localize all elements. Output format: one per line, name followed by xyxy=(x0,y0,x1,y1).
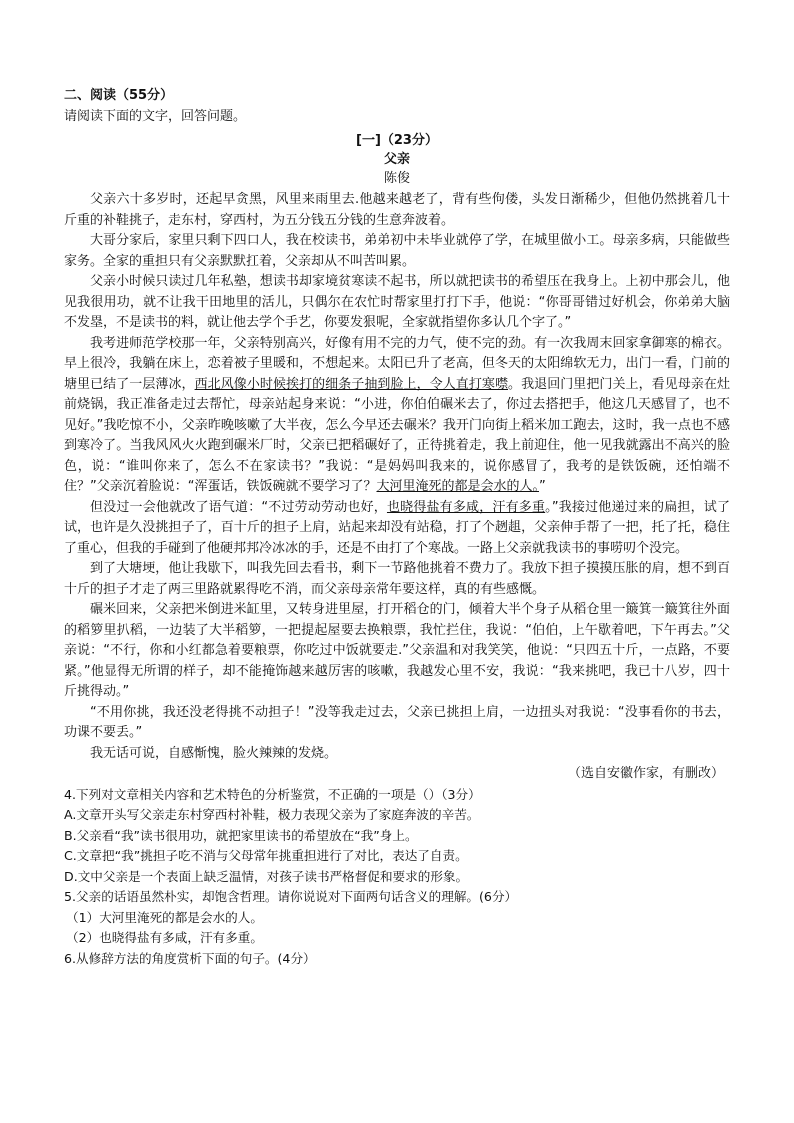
paragraph-5-part-a: 但没过一会他就改了语气道：“不过劳动劳动也好， xyxy=(90,499,387,515)
question-6: 6.从修辞方法的角度赏析下面的句子。(4分） xyxy=(64,950,316,966)
question-4: 4.下列对文章相关内容和艺术特色的分析鉴赏，不正确的一项是（）（3分） xyxy=(64,786,481,802)
paragraph-1: 父亲六十多岁时，还起早贪黑，风里来雨里去.他越来越老了，背有些佝偻，头发日渐稀少，但他仍然挑着几十斤重的补鞋挑子，走东村，穿西村，为五分钱五分钱的生意奔波着。 xyxy=(64,192,730,228)
underlined-sentence-river: 大河里淹死的都是会水的人。 xyxy=(376,479,539,494)
section-heading: 二、阅读（55分） xyxy=(64,88,174,103)
paragraph-4-part-a: 我考进师范学校那一年，父亲特别高兴，好像有用不完的力气，使不完的劲。有一次我周末回家拿御寒的棉衣。早上很冷，我躺在床上，恋着被子里暖和，不想起来。太阳已升了老高，但冬天的太阳绵软无力，出门一看，门前的塘里已结了一层薄冰， xyxy=(64,335,730,392)
exam-page xyxy=(64,86,730,969)
source-note: （选自安徽作家，有删改） xyxy=(567,766,724,781)
underlined-sentence-wind: 西北风像小时候挨打的细条子抽到脸上，令人直打寒噤 xyxy=(194,376,509,392)
part-label: [一]（23分） xyxy=(356,133,438,148)
paragraph-8: “不用你挑，我还没老得挑不动担子！”没等我走过去，父亲已挑担上肩，一边扭头对我说：“没事看你的书去，功课不要丢。” xyxy=(64,704,730,740)
paragraph-4: 我考进师范学校那一年，父亲特别高兴，好像有用不完的力气，使不完的劲。有一次我周末回家拿御寒的棉衣。早上很冷，我躺在床上，恋着被子里暖和，不想起来。太阳已升了老高，但冬天的太阳绵软无力，出门一看，门前的塘里已结了一层薄冰，西北风像小时候挨打的细条子抽到脸上，令人直打寒噤。我退回门里把门关上，看见母亲在灶前烧锅，我正准备走过去帮忙，母亲站起身来说：“小进，你伯伯碾米去了，你过去搭把手，他这几天感冒了，也不见好。”我吃惊不小，父亲昨晚咳嗽了大半夜，怎么今早还去碾米？我开门向街上稻米加工跑去，这时，我一点也不感到寒冷了。当我风风火火跑到碾米厂时，父亲已把稻碾好了，正待挑着走，我上前迎住，他一见我就露出不高兴的脸色，说：“谁叫你来了，怎么不在家读书？”我说：“是妈妈叫我来的，说你感冒了，我考的是铁饭碗，还怕端不住？”父亲沉着脸说：“浑蛋话，铁饭碗就不要学习了？大河里淹死的都是会水的人。” xyxy=(64,335,730,494)
question-4-option-d: D.文中父亲是一个表面上缺乏温情，对孩子读书严格督促和要求的形象。 xyxy=(64,868,469,884)
paragraph-2: 大哥分家后，家里只剩下四口人，我在校读书，弟弟初中未毕业就停了学，在城里做小工。母亲多病，只能做些家务。全家的重担只有父亲默默扛着，父亲却从不叫苦叫累。 xyxy=(64,233,730,269)
instruction: 请阅读下面的文字，回答问题。 xyxy=(64,108,247,124)
underlined-sentence-salt: 也晓得盐有多咸，汗有多重 xyxy=(386,499,546,515)
question-4-option-c: C.文章把“我”挑担子吃不消与父母常年挑重担进行了对比，表达了自责。 xyxy=(64,848,468,863)
article-title: 父亲 xyxy=(383,152,410,167)
paragraph-3: 父亲小时候只读过几年私塾，想读书却家境贫寒读不起书，所以就把读书的希望压在我身上。上初中那会儿，他见我很用功，就不让我干田地里的活儿，只偶尔在农忙时帮家里打打下手，他说：“你哥哥错过好机会，你弟弟大脑不发塁，不是读书的料，就让他去学个手艺，你要发狠呢，全家就指望你多认几个字了。” xyxy=(64,274,730,330)
author: 陈俊 xyxy=(383,171,410,186)
question-5: 5.父亲的话语虽然朴实，却饱含哲理。请你说说对下面两句话含义的理解。(6分） xyxy=(64,889,518,904)
paragraph-5-part-b: 。”我接过他递过来的扁担，试了试，也许是久没挑担子了，百十斤的担子上肩，站起来却没有站稳，打了个趔趄，父亲伸手帮了一把，托了托，稳住了重心，但我的手碰到了他硬邦邦冷冰冰的手，还是不由打了个寒战。一路上父亲就我读书的事唠叨个没完。 xyxy=(64,499,730,556)
paragraph-9: 我无话可说，自感惭愧，脸火辣辣的发烧。 xyxy=(90,745,338,761)
question-4-option-b: B.父亲看“我”读书很用功，就把家里读书的希望放在“我”身上。 xyxy=(64,827,418,843)
question-5-item-2: （2）也晓得盐有多咸，汗有多重。 xyxy=(66,930,263,945)
paragraph-5 xyxy=(64,498,730,560)
paragraph-7: 碾米回来，父亲把米倒进米缸里，又转身进里屋，打开稻仓的门，倾着大半个身子从稻仓里一簸箕一簸箕往外面的稻箩里扒稻，一边装了大半稻箩，一把提起屋要去换粮票，我忙拦住，我说：“伯伯，上午歇着吧，下午再去。”父亲说：“不行，你和小红都急着要粮票，你吃过中饭就要走.”父亲温和对我笑笑，他说：“只四五十斤，一点路，不要紧。”他显得无所谓的样子，却不能掩饰越来越厉害的咳嗽，我越发心里不安，我说：“我来挑吧，我已十八岁，四十斤挑得动。” xyxy=(64,602,730,699)
question-5-item-1: （1）大河里淹死的都是会水的人。 xyxy=(66,909,263,925)
paragraph-6: 到了大塘埂，他让我歇下，叫我先回去看书，剩下一节路他挑着不费力了。我放下担子摸摸压胀的肩，想不到百十斤的担子才走了两三里路就累得吃不消，而父亲母亲常年要这样，真的有些感慨。 xyxy=(64,561,730,597)
question-4-option-a: A.文章开头写父亲走东村穿西村补鞋，极力表现父亲为了家庭奔波的辛苦。 xyxy=(64,807,480,822)
paragraph-4-part-b: 。我退回门里把门关上，看见母亲在灶前烧锅，我正准备走过去帮忙，母亲站起身来说：“小进，你伯伯碾米去了，你过去搭把手，他这几天感冒了，也不见好。”我吃惊不小，父亲昨晚咳嗽了大半夜，怎么今早还去碾米？我开门向街上稻米加工跑去，这时，我一点也不感到寒冷了。当我风风火火跑到碾米厂时，父亲已把稻碾好了，正待挑着走，我上前迎住，他一见我就露出不高兴的脸色，说：“谁叫你来了，怎么不在家读书？”我说：“是妈妈叫我来的，说你感冒了，我考的是铁饭碗，还怕端不住？”父亲沉着脸说：“浑蛋话，铁饭碗就不要学习了？ xyxy=(64,376,730,494)
